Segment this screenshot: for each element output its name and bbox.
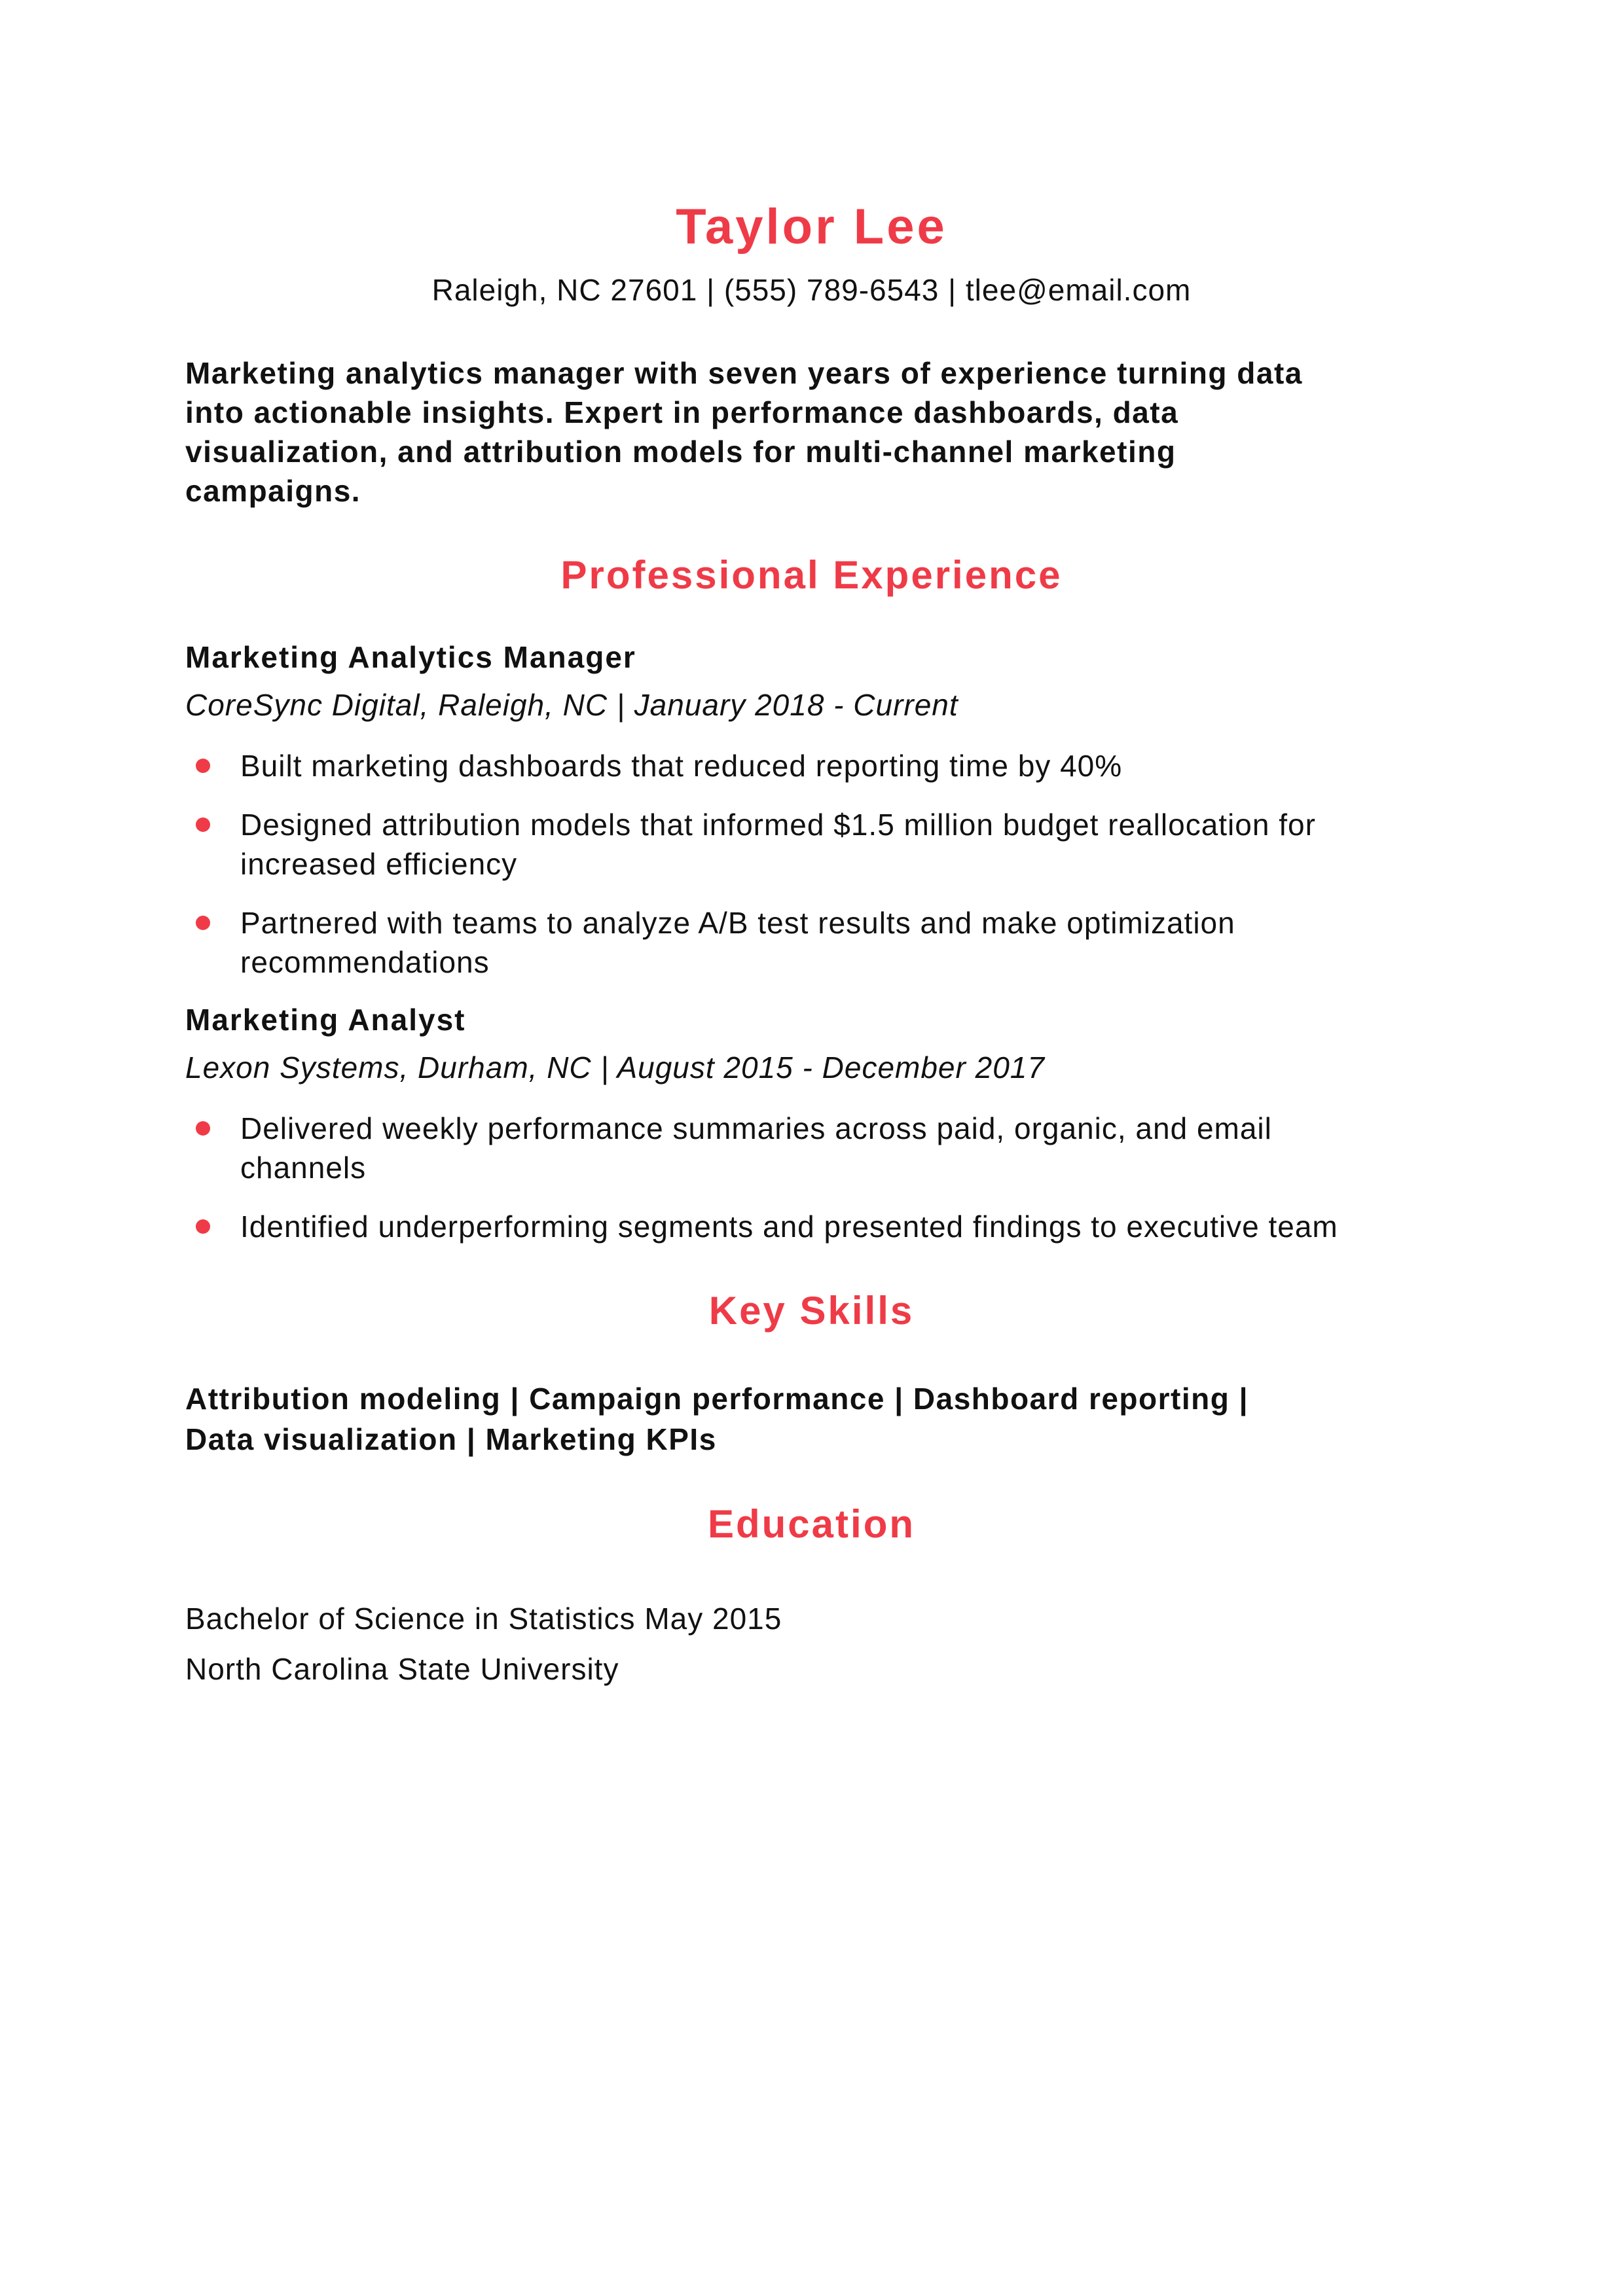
section-title-experience: Professional Experience: [560, 553, 1063, 597]
job-bullet: Designed attribution models that informed $1.5 million budget reallocation for increased efficiency: [185, 805, 1366, 884]
section-title-education: Education: [707, 1502, 915, 1546]
job-bullet-list: [185, 1109, 1366, 1246]
job-bullet: Built marketing dashboards that reduced reporting time by 40%: [185, 746, 1366, 785]
candidate-name: Taylor Lee: [676, 199, 947, 255]
job-role: Marketing Analytics Manager: [185, 640, 636, 674]
section-title-skills: Key Skills: [708, 1289, 915, 1333]
job-bullet-list: [185, 746, 1366, 982]
professional-summary: Marketing analytics manager with seven years of experience turning data into actionable insights. Expert in performance dashboards, data visualization, and attribution models for multi-channel marketing campaigns.: [185, 356, 1303, 508]
education-degree: Bachelor of Science in Statistics May 2015: [185, 1602, 782, 1636]
job-entry: [185, 639, 1438, 982]
job-company-dates: CoreSync Digital, Raleigh, NC | January 2018 - Current: [185, 688, 958, 722]
contact-line: Raleigh, NC 27601 | (555) 789-6543 | tlee@email.com: [431, 273, 1192, 307]
job-entry: [185, 1001, 1438, 1246]
education-school: North Carolina State University: [185, 1652, 619, 1686]
education-entry: [185, 1598, 1438, 1689]
job-bullet: Identified underperforming segments and presented findings to executive team: [185, 1207, 1366, 1246]
skills-list: Attribution modeling | Campaign performance | Dashboard reporting | Data visualization | Marketing KPIs: [185, 1382, 1249, 1456]
job-company-dates: Lexon Systems, Durham, NC | August 2015 - December 2017: [185, 1050, 1045, 1085]
job-role: Marketing Analyst: [185, 1003, 466, 1037]
job-bullet: Partnered with teams to analyze A/B test results and make optimization recommendations: [185, 903, 1366, 982]
job-bullet: Delivered weekly performance summaries across paid, organic, and email channels: [185, 1109, 1366, 1187]
